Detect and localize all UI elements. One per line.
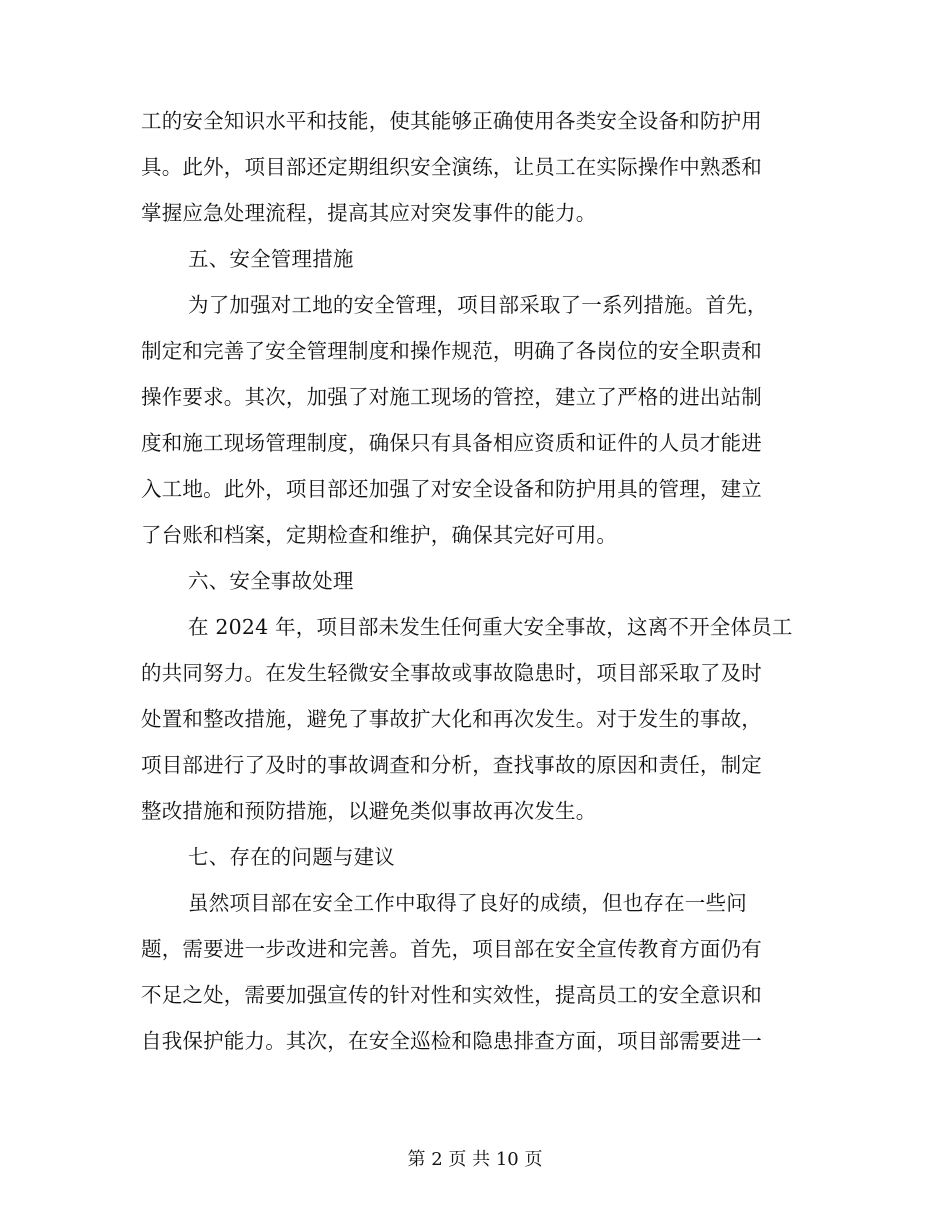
body-line: 了台账和档案，定期检查和维护，确保其完好可用。 — [141, 523, 618, 547]
body-line: 为了加强对工地的安全管理，项目部采取了一系列措施。首先， — [188, 293, 768, 317]
body-line: 操作要求。其次，加强了对施工现场的管控，建立了严格的进出站制 — [141, 385, 762, 409]
document-body — [141, 98, 811, 1064]
body-line: 工的安全知识水平和技能，使其能够正确使用各类安全设备和防护用 — [141, 109, 762, 133]
section-heading-7: 七、存在的问题与建议 — [188, 845, 395, 869]
body-line: 虽然项目部在安全工作中取得了良好的成绩，但也存在一些问 — [188, 891, 747, 915]
body-line: 项目部进行了及时的事故调查和分析，查找事故的原因和责任，制定 — [141, 753, 762, 777]
body-line: 处置和整改措施，避免了事故扩大化和再次发生。对于发生的事故， — [141, 707, 762, 731]
body-line: 的共同努力。在发生轻微安全事故或事故隐患时，项目部采取了及时 — [141, 661, 762, 685]
body-line: 自我保护能力。其次，在安全巡检和隐患排查方面，项目部需要进一 — [141, 1029, 762, 1053]
body-line: 具。此外，项目部还定期组织安全演练，让员工在实际操作中熟悉和 — [141, 155, 762, 179]
body-line: 度和施工现场管理制度，确保只有具备相应资质和证件的人员才能进 — [141, 431, 762, 455]
body-line: 题，需要进一步改进和完善。首先，项目部在安全宣传教育方面仍有 — [141, 937, 762, 961]
body-line: 整改措施和预防措施，以避免类似事故再次发生。 — [141, 799, 597, 823]
body-line: 不足之处，需要加强宣传的针对性和实效性，提高员工的安全意识和 — [141, 983, 762, 1007]
body-line: 入工地。此外，项目部还加强了对安全设备和防护用具的管理，建立 — [141, 477, 762, 501]
section-heading-5: 五、安全管理措施 — [188, 247, 354, 271]
page-number-footer: 第 2 页 共 10 页 — [407, 1149, 543, 1170]
body-line: 在 2024 年，项目部未发生任何重大安全事故，这离不开全体员工 — [188, 615, 793, 639]
body-line: 掌握应急处理流程，提高其应对突发事件的能力。 — [141, 201, 597, 225]
section-heading-6: 六、安全事故处理 — [188, 569, 354, 593]
body-line: 制定和完善了安全管理制度和操作规范，明确了各岗位的安全职责和 — [141, 339, 762, 363]
